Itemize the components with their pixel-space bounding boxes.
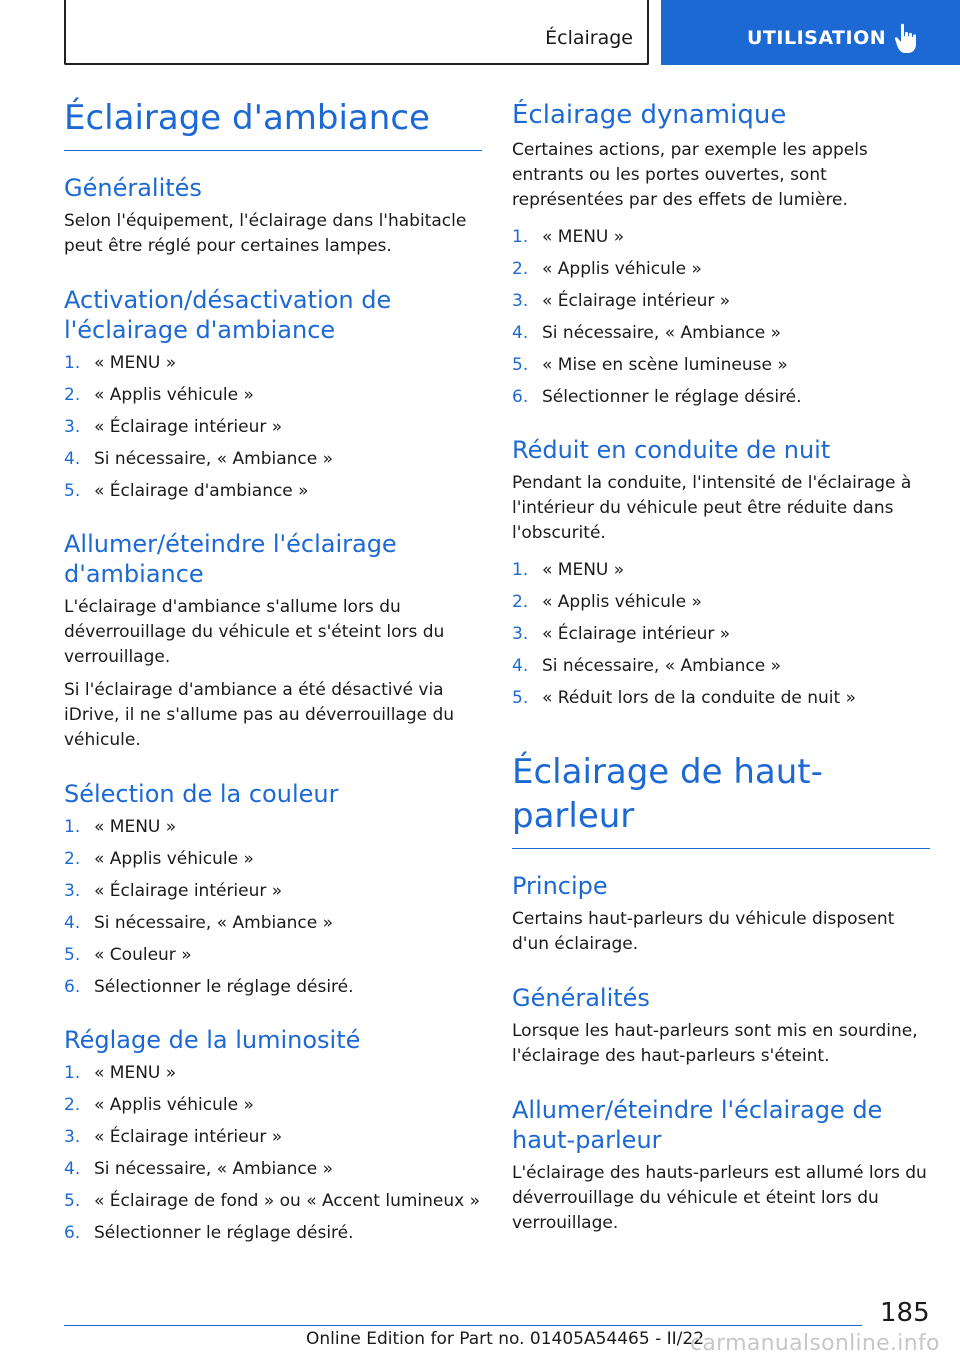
paragraph-generalites: Selon l'équipement, l'éclairage dans l'habitacle peut être réglé pour certaines lampes. [64,211,467,256]
paragraph-allumer-2: Si l'éclairage d'ambiance a été désactivé via iDrive, il ne s'allume pas au déverrouillage du véhicule. [64,680,455,750]
list-item: 1. « MENU » [512,227,625,247]
paragraph-allumer-1: L'éclairage d'ambiance s'allume lors du déverrouillage du véhicule et s'éteint lors du verrouillage. [64,597,445,667]
heading-dynamique: Éclairage dynamique [512,100,787,130]
heading-generalites: Généralités [64,174,202,202]
list-item: 3. « Éclairage intérieur » [64,881,283,901]
steps-activation [64,351,482,503]
heading-couleur: Sélection de la couleur [64,780,339,808]
list-item: 6. Sélectionner le réglage désiré. [64,1223,354,1243]
paragraph-allumer-hp: L'éclairage des hauts-parleurs est allumé lors du déverrouillage du véhicule et éteint lors du verrouillage. [512,1163,927,1233]
list-item: 2. « Applis véhicule » [64,1095,254,1115]
pointing-hand-icon [893,22,921,56]
list-item: 3. « Éclairage intérieur » [512,291,731,311]
steps-dynamique [512,225,930,409]
list-item: 5. « Mise en scène lumineuse » [512,355,788,375]
list-item: 2. « Applis véhicule » [512,259,702,279]
paragraph-generalites-hp: Lorsque les haut-parleurs sont mis en sourdine, l'éclairage des haut-parleurs s'éteint. [512,1021,918,1066]
list-item: 2. « Applis véhicule » [64,849,254,869]
list-item: 1. « MENU » [64,353,177,373]
header-section-box [64,0,649,65]
list-item: 2. « Applis véhicule » [64,385,254,405]
footer-divider [64,1325,862,1326]
steps-nuit [512,558,930,710]
heading-generalites-hp: Généralités [512,984,650,1012]
heading-principe: Principe [512,872,608,900]
heading-allumer-ambiance: Allumer/éteindre l'éclairage d'ambiance [64,530,397,588]
list-item: 5. « Éclairage de fond » ou « Accent lumineux » [64,1191,480,1211]
right-column [512,96,930,1244]
chapter-title-ambiance: Éclairage d'ambiance [64,96,482,151]
heading-luminosite: Réglage de la luminosité [64,1026,361,1054]
footer-edition: Online Edition for Part no. 01405A54465 - II/22 [306,1329,705,1349]
list-item: 3. « Éclairage intérieur » [512,624,731,644]
heading-activation: Activation/désactivation de l'éclairage d'ambiance [64,286,392,344]
header-chapter-tab [661,0,960,65]
list-item: 6. Sélectionner le réglage désiré. [64,977,354,997]
header-tab-label: UTILISATION [747,27,887,49]
heading-nuit: Réduit en conduite de nuit [512,436,831,464]
list-item: 4. Si nécessaire, « Ambiance » [64,1159,334,1179]
list-item: 4. Si nécessaire, « Ambiance » [512,656,782,676]
chapter-title-haut-parleur: Éclairage de haut-parleur [512,750,930,849]
paragraph-principe: Certains haut-parleurs du véhicule disposent d'un éclairage. [512,909,895,954]
list-item: 4. Si nécessaire, « Ambiance » [64,449,334,469]
list-item: 2. « Applis véhicule » [512,592,702,612]
steps-couleur [64,815,482,999]
left-column [64,96,482,1253]
paragraph-nuit: Pendant la conduite, l'intensité de l'éclairage à l'intérieur du véhicule peut être réduite dans l'obscurité. [512,473,912,543]
header-section-title: Éclairage [545,27,633,49]
list-item: 1. « MENU » [512,560,625,580]
list-item: 5. « Couleur » [64,945,192,965]
watermark: carmanualsonline.info [690,1331,940,1356]
list-item: 5. « Réduit lors de la conduite de nuit » [512,688,856,708]
list-item: 4. Si nécessaire, « Ambiance » [64,913,334,933]
steps-luminosite [64,1061,482,1245]
list-item: 5. « Éclairage d'ambiance » [64,481,309,501]
list-item: 6. Sélectionner le réglage désiré. [512,387,802,407]
list-item: 3. « Éclairage intérieur » [64,1127,283,1147]
list-item: 1. « MENU » [64,1063,177,1083]
heading-allumer-hp: Allumer/éteindre l'éclairage de haut-parleur [512,1096,883,1154]
list-item: 4. Si nécessaire, « Ambiance » [512,323,782,343]
list-item: 1. « MENU » [64,817,177,837]
list-item: 3. « Éclairage intérieur » [64,417,283,437]
page-number: 185 [880,1298,930,1328]
paragraph-dynamique: Certaines actions, par exemple les appels entrants ou les portes ouvertes, sont représentées par des effets de lumière. [512,140,868,210]
